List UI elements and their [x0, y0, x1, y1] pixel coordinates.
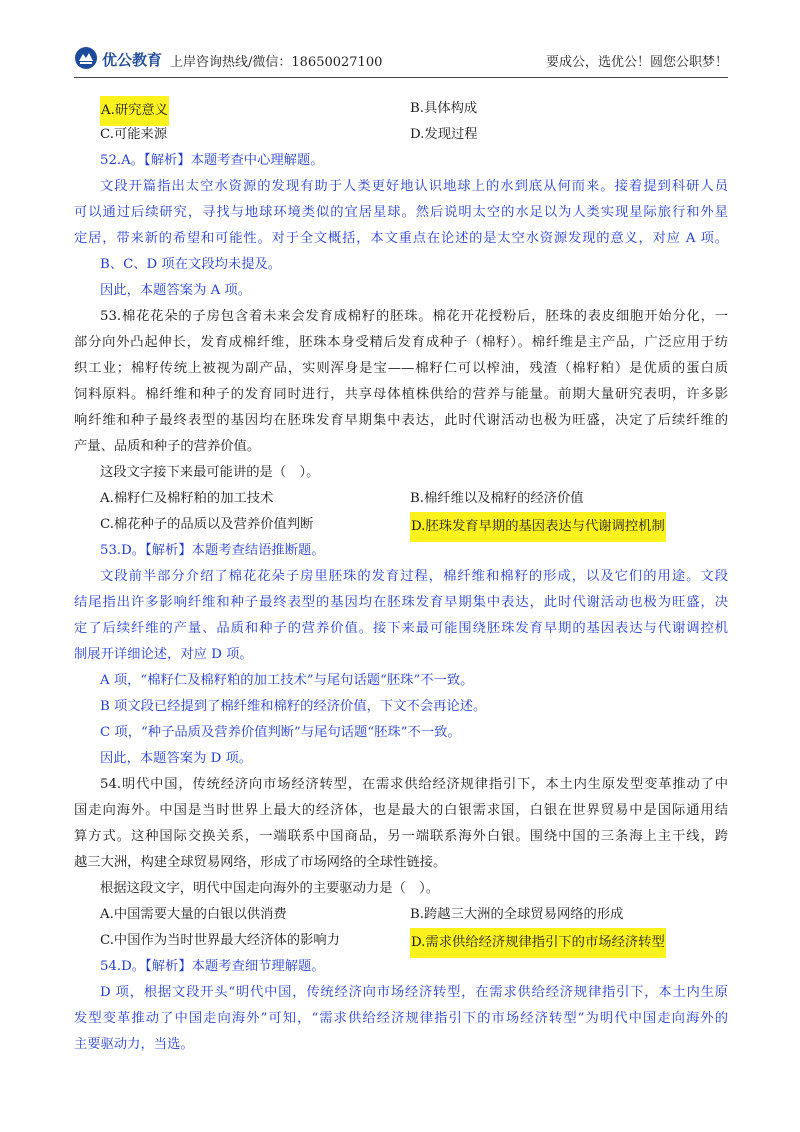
brand-name: 优公教育	[102, 51, 163, 69]
q54-stem-line: 算方式。这种国际交换关系，一端联系中国商品，另一端联系海外白银。围绕中国的三条海上主干线，跨	[74, 829, 728, 844]
q53-stem-line: 产量、品质和种子的营养价值。	[74, 439, 261, 454]
q53-stem-line: 饲料原料。棉纤维和种子的发育同时进行，共享母体植株供给的营养与能量。前期大量研究表明，许多影	[74, 387, 728, 402]
hotline-text: 上岸咨询热线/微信：18650027100	[170, 55, 383, 70]
q52-analysis-line: 定居，带来新的希望和可能性。对于全文概括，本文重点在论述的是太空水资源发现的意义，对应 A 项。	[74, 231, 728, 246]
q52-options-row-1	[74, 96, 728, 122]
q53-stem-line: 53.棉花花朵的子房包含着未来会发育成棉籽的胚珠。棉花开花授粉后，胚珠的表皮细胞开始分化，一	[100, 309, 728, 324]
q54-options-row-1	[74, 902, 728, 928]
q53-analysis-line: 制展开详细论述，对应 D 项。	[74, 647, 253, 662]
q53-stem-line: 部分向外凸起伸长，发育成棉纤维，胚珠本身受精后发育成种子（棉籽）。棉纤维是主产品，广泛应用于纺	[74, 335, 728, 350]
q52-option-d: D.发现过程	[410, 127, 478, 142]
q53-note: C 项，“种子品质及营养价值判断”与尾句话题“胚珠”不一致。	[100, 725, 461, 740]
q52-option-c: C.可能来源	[100, 127, 168, 142]
q54-stem-line: 54.明代中国，传统经济向市场经济转型，在需求供给经济规律指引下，本土内生原发型变革推动了中	[100, 777, 728, 792]
q52-analysis-line: 文段开篇指出太空水资源的发现有助于人类更好地认识地球上的水到底从何而来。接着提到科研人员	[100, 179, 728, 194]
q53-option-b: B.棉纤维以及棉籽的经济价值	[410, 491, 584, 506]
q54-option-a: A.中国需要大量的白银以供消费	[100, 907, 287, 922]
q53-analysis-line: 定了后续纤维的产量、品质和种子的营养价值。接下来最可能围绕胚珠发育早期的基因表达与代谢调控机	[74, 621, 728, 636]
q52-answer-line: 52.A。【解析】本题考查中心理解题。	[100, 153, 324, 168]
q52-conclusion: 因此，本题答案为 A 项。	[100, 283, 252, 298]
q53-note: A 项，“棉籽仁及棉籽粕的加工技术”与尾句话题“胚珠”不一致。	[100, 673, 474, 688]
q53-options-row-2	[74, 512, 728, 538]
q54-option-b: B.跨越三大洲的全球贸易网络的形成	[410, 907, 624, 922]
q53-question: 这段文字接下来最可能讲的是（ ）。	[100, 465, 320, 480]
q53-analysis-line: 文段前半部分介绍了棉花花朵子房里胚珠的发育过程，棉纤维和棉籽的形成，以及它们的用途。文段	[100, 569, 728, 584]
q53-option-c: C.棉花种子的品质以及营养价值判断	[100, 517, 314, 532]
q54-question: 根据这段文字，明代中国走向海外的主要驱动力是（ ）。	[100, 881, 440, 896]
document-body	[74, 96, 728, 1058]
header-divider	[74, 77, 728, 78]
q53-answer-line: 53.D。【解析】本题考查结语推断题。	[100, 543, 325, 558]
q52-note: B、C、D 项在文段均未提及。	[100, 257, 282, 272]
q54-stem-line: 国走向海外。中国是当时世界上最大的经济体，也是最大的白银需求国，白银在世界贸易中是国际通用结	[74, 803, 728, 818]
q52-option-a: A.研究意义	[100, 96, 169, 126]
q54-analysis-line: D 项，根据文段开头“明代中国，传统经济向市场经济转型，在需求供给经济规律指引下，本土内生原	[100, 985, 728, 1000]
q54-analysis-line: 主要驱动力，当选。	[74, 1037, 194, 1052]
q53-option-a: A.棉籽仁及棉籽粕的加工技术	[100, 491, 274, 506]
q54-analysis-line: 发型变革推动了中国走向海外”可知，“需求供给经济规律指引下的市场经济转型”为明代中国走向海外的	[74, 1011, 728, 1026]
q54-stem-line: 越三大洲，构建全球贸易网络，形成了市场网络的全球性链接。	[74, 855, 447, 870]
slogan-text: 要成公，选优公！圆您公职梦！	[545, 55, 728, 70]
q53-stem-line: 织工业；棉籽传统上被视为副产品，实则浑身是宝——棉籽仁可以榨油，残渣（棉籽粕）是优质的蛋白质	[74, 361, 728, 376]
q53-options-row-1	[74, 486, 728, 512]
q52-options-row-2	[74, 122, 728, 148]
q53-note: B 项文段已经提到了棉纤维和棉籽的经济价值，下文不会再论述。	[100, 699, 487, 714]
q53-analysis-line: 结尾指出许多影响纤维和种子最终表型的基因均在胚珠发育早期集中表达，此时代谢活动也极为旺盛，决	[74, 595, 728, 610]
q54-answer-line: 54.D。【解析】本题考查细节理解题。	[100, 959, 325, 974]
q54-option-c: C.中国作为当时世界最大经济体的影响力	[100, 933, 340, 948]
q53-conclusion: 因此，本题答案为 D 项。	[100, 751, 253, 766]
q52-option-b: B.具体构成	[410, 101, 478, 116]
page-header	[74, 44, 728, 76]
q53-stem-line: 响纤维和种子最终表型的基因均在胚珠发育早期集中表达，此时代谢活动也极为旺盛，决定了后续纤维的	[74, 413, 728, 428]
q54-options-row-2	[74, 928, 728, 954]
q53-option-d: D.胚珠发育早期的基因表达与代谢调控机制	[410, 512, 666, 542]
brand-logo-icon	[74, 46, 98, 70]
q52-analysis-line: 可以通过后续研究，寻找与地球环境类似的宜居星球。然后说明太空的水足以为人类实现星际旅行和外星	[74, 205, 728, 220]
q54-option-d: D.需求供给经济规律指引下的市场经济转型	[410, 928, 666, 958]
